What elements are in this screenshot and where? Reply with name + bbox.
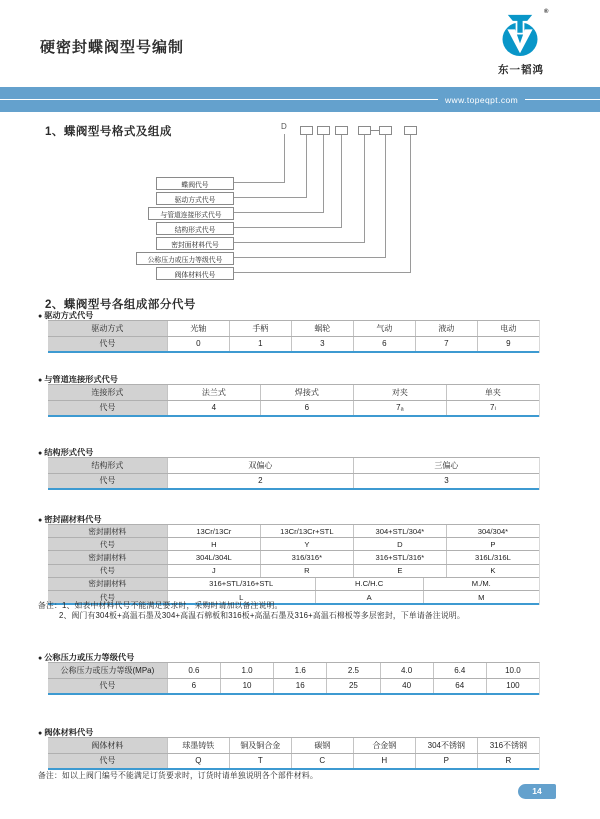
table-cell: M./M. — [423, 578, 539, 590]
table-cell: H — [353, 754, 415, 769]
table-cell: 4 — [167, 401, 260, 416]
table-cell: 9 — [477, 337, 539, 352]
diagram-label: 驱动方式代号 — [156, 192, 234, 205]
table-cell: 16 — [273, 679, 326, 694]
table-cell: 电动 — [477, 321, 539, 336]
model-code-box — [404, 126, 417, 135]
bullet-icon: ● — [38, 730, 43, 737]
drive-code-table — [48, 320, 540, 353]
table-cell: 6.4 — [433, 663, 486, 678]
table-cell: 316/316* — [260, 551, 353, 563]
table-cell: 1.6 — [273, 663, 326, 678]
table-cell: 三偏心 — [353, 458, 539, 473]
model-code-box — [300, 126, 313, 135]
row-header-cell: 代号 — [48, 754, 167, 769]
table-cell: 316+STL/316+STL — [167, 578, 315, 590]
registered-trademark-icon: ® — [544, 9, 549, 15]
pressure-table-label: ● 公称压力或压力等级代号 — [38, 653, 135, 662]
table-cell: 球墨铸铁 — [167, 738, 229, 753]
table-cell: 对夹 — [353, 385, 446, 400]
table-cell: 法兰式 — [167, 385, 260, 400]
table-row — [48, 525, 539, 538]
table-cell: 蜗轮 — [291, 321, 353, 336]
table-row — [48, 663, 539, 679]
table-row — [48, 321, 539, 337]
row-header-cell: 代号 — [48, 591, 167, 603]
table-cell: 液动 — [415, 321, 477, 336]
row-header-cell: 密封副材料 — [48, 525, 167, 537]
table-row — [48, 538, 539, 551]
structure-table-label: ● 结构形式代号 — [38, 448, 94, 457]
pressure-code-table — [48, 662, 540, 695]
body-material-table-label: ● 阀体材料代号 — [38, 728, 94, 737]
row-header-cell: 代号 — [48, 679, 167, 694]
table-cell: K — [446, 565, 539, 577]
row-header-cell: 密封副材料 — [48, 551, 167, 563]
table-cell: 2.5 — [326, 663, 379, 678]
table-cell: 304/304* — [446, 525, 539, 537]
table-cell: 7 — [415, 337, 477, 352]
connection-table-label: ● 与管道连接形式代号 — [38, 375, 118, 384]
diagram-label: 蝶阀代号 — [156, 177, 234, 190]
row-header-cell: 连接形式 — [48, 385, 167, 400]
table-cell: 6 — [260, 401, 353, 416]
table-cell: 3 — [353, 474, 539, 489]
table-cell: 铜及铜合金 — [229, 738, 291, 753]
bullet-icon: ● — [38, 450, 43, 457]
table-cell: M — [423, 591, 539, 603]
row-header-cell: 代号 — [48, 337, 167, 352]
diagram-label: 公称压力或压力等级代号 — [136, 252, 234, 265]
table-cell: L — [167, 591, 315, 603]
diagram-label: 阀体材料代号 — [156, 267, 234, 280]
seal-note-1: 备注：1、如表中材料代号不能满足要求时，采购时请加以备注说明。 — [38, 601, 283, 610]
row-header-cell: 结构形式 — [48, 458, 167, 473]
table-row — [48, 385, 539, 401]
table-row — [48, 679, 539, 696]
table-cell: 气动 — [353, 321, 415, 336]
model-prefix-letter: D — [281, 122, 287, 131]
table-cell: H.C/H.C — [315, 578, 423, 590]
header-banner — [0, 87, 600, 112]
structure-code-table — [48, 457, 540, 490]
drive-table-label: ● 驱动方式代号 — [38, 311, 94, 320]
bullet-icon: ● — [38, 655, 43, 662]
company-name: 东一韬鸿 — [498, 64, 544, 76]
bullet-icon: ● — [38, 517, 43, 524]
table-cell: P — [415, 754, 477, 769]
table-cell: R — [260, 565, 353, 577]
table-cell: Q — [167, 754, 229, 769]
table-cell: 焊接式 — [260, 385, 353, 400]
table-cell: 4.0 — [380, 663, 433, 678]
model-code-box — [358, 126, 371, 135]
table-row — [48, 551, 539, 564]
bullet-icon: ● — [38, 377, 43, 384]
table-cell: 40 — [380, 679, 433, 694]
table-cell: 7ₐ — [353, 401, 446, 416]
body-material-code-table — [48, 737, 540, 770]
body-material-note: 备注：如以上阀门编号不能满足订货要求时，订货时请单独说明各个部件材料。 — [38, 771, 318, 780]
table-cell: 316L/316L — [446, 551, 539, 563]
table-cell: 316不锈钢 — [477, 738, 539, 753]
table-cell: 单夹 — [446, 385, 539, 400]
model-code-box — [335, 126, 348, 135]
table-cell: D — [353, 538, 446, 550]
model-code-box — [317, 126, 330, 135]
page-number-badge: 14 — [518, 784, 556, 799]
section2-heading: 2、蝶阀型号各组成部分代号 — [45, 299, 196, 311]
table-cell: 10.0 — [486, 663, 539, 678]
diagram-label: 与管道连接形式代号 — [148, 207, 234, 220]
row-header-cell: 密封副材料 — [48, 578, 167, 590]
section1-heading: 1、蝶阀型号格式及组成 — [45, 126, 172, 138]
table-cell: 304不锈钢 — [415, 738, 477, 753]
row-header-cell: 阀体材料 — [48, 738, 167, 753]
table-cell: 316+STL/316* — [353, 551, 446, 563]
row-header-cell: 代号 — [48, 565, 167, 577]
table-cell: J — [167, 565, 260, 577]
seal-table-label: ● 密封副材料代号 — [38, 515, 102, 524]
table-cell: 7ₗ — [446, 401, 539, 416]
table-cell: 碳钢 — [291, 738, 353, 753]
table-cell: 6 — [167, 679, 220, 694]
table-cell: 64 — [433, 679, 486, 694]
table-cell: R — [477, 754, 539, 769]
table-row — [48, 578, 539, 591]
table-cell: 1 — [229, 337, 291, 352]
seal-note-2: 2、阀门有304板+高温石墨及304+高温石棉板和316板+高温石墨及316+高温石棉板等多层密封，下单请备注说明。 — [59, 611, 465, 620]
bullet-icon: ● — [38, 313, 43, 320]
table-row — [48, 738, 539, 754]
table-cell: 3 — [291, 337, 353, 352]
diagram-label: 密封面材料代号 — [156, 237, 234, 250]
table-cell: T — [229, 754, 291, 769]
table-cell: 13Cr/13Cr+STL — [260, 525, 353, 537]
table-cell: 2 — [167, 474, 353, 489]
connector-line — [234, 135, 411, 273]
table-cell: A — [315, 591, 423, 603]
table-cell: 25 — [326, 679, 379, 694]
seal-material-code-table — [48, 524, 540, 605]
table-cell: H — [167, 538, 260, 550]
table-cell: 100 — [486, 679, 539, 694]
table-cell: 304+STL/304* — [353, 525, 446, 537]
table-cell: C — [291, 754, 353, 769]
page-title: 硬密封蝶阀型号编制 — [40, 39, 185, 56]
table-cell: P — [446, 538, 539, 550]
model-code-box — [379, 126, 392, 135]
diagram-label: 结构形式代号 — [156, 222, 234, 235]
table-row — [48, 565, 539, 578]
table-cell: 合金钢 — [353, 738, 415, 753]
table-cell: 0.6 — [167, 663, 220, 678]
row-header-cell: 驱动方式 — [48, 321, 167, 336]
table-cell: 304L/304L — [167, 551, 260, 563]
model-code-dash — [371, 130, 379, 131]
table-cell: Y — [260, 538, 353, 550]
company-logo-icon — [499, 12, 541, 58]
table-cell: 1.0 — [220, 663, 273, 678]
table-cell: 6 — [353, 337, 415, 352]
table-row — [48, 337, 539, 354]
table-cell: E — [353, 565, 446, 577]
table-row — [48, 474, 539, 491]
connection-code-table — [48, 384, 540, 417]
website-url[interactable]: www.topeqpt.com — [438, 95, 525, 105]
table-cell: 13Cr/13Cr — [167, 525, 260, 537]
row-header-cell: 代号 — [48, 538, 167, 550]
row-header-cell: 代号 — [48, 401, 167, 416]
row-header-cell: 公称压力或压力等级(MPa) — [48, 663, 167, 678]
table-cell: 0 — [167, 337, 229, 352]
table-row — [48, 401, 539, 418]
row-header-cell: 代号 — [48, 474, 167, 489]
table-cell: 双偏心 — [167, 458, 353, 473]
table-cell: 光轴 — [167, 321, 229, 336]
table-cell: 10 — [220, 679, 273, 694]
table-row — [48, 754, 539, 771]
table-cell: 手柄 — [229, 321, 291, 336]
table-row — [48, 458, 539, 474]
